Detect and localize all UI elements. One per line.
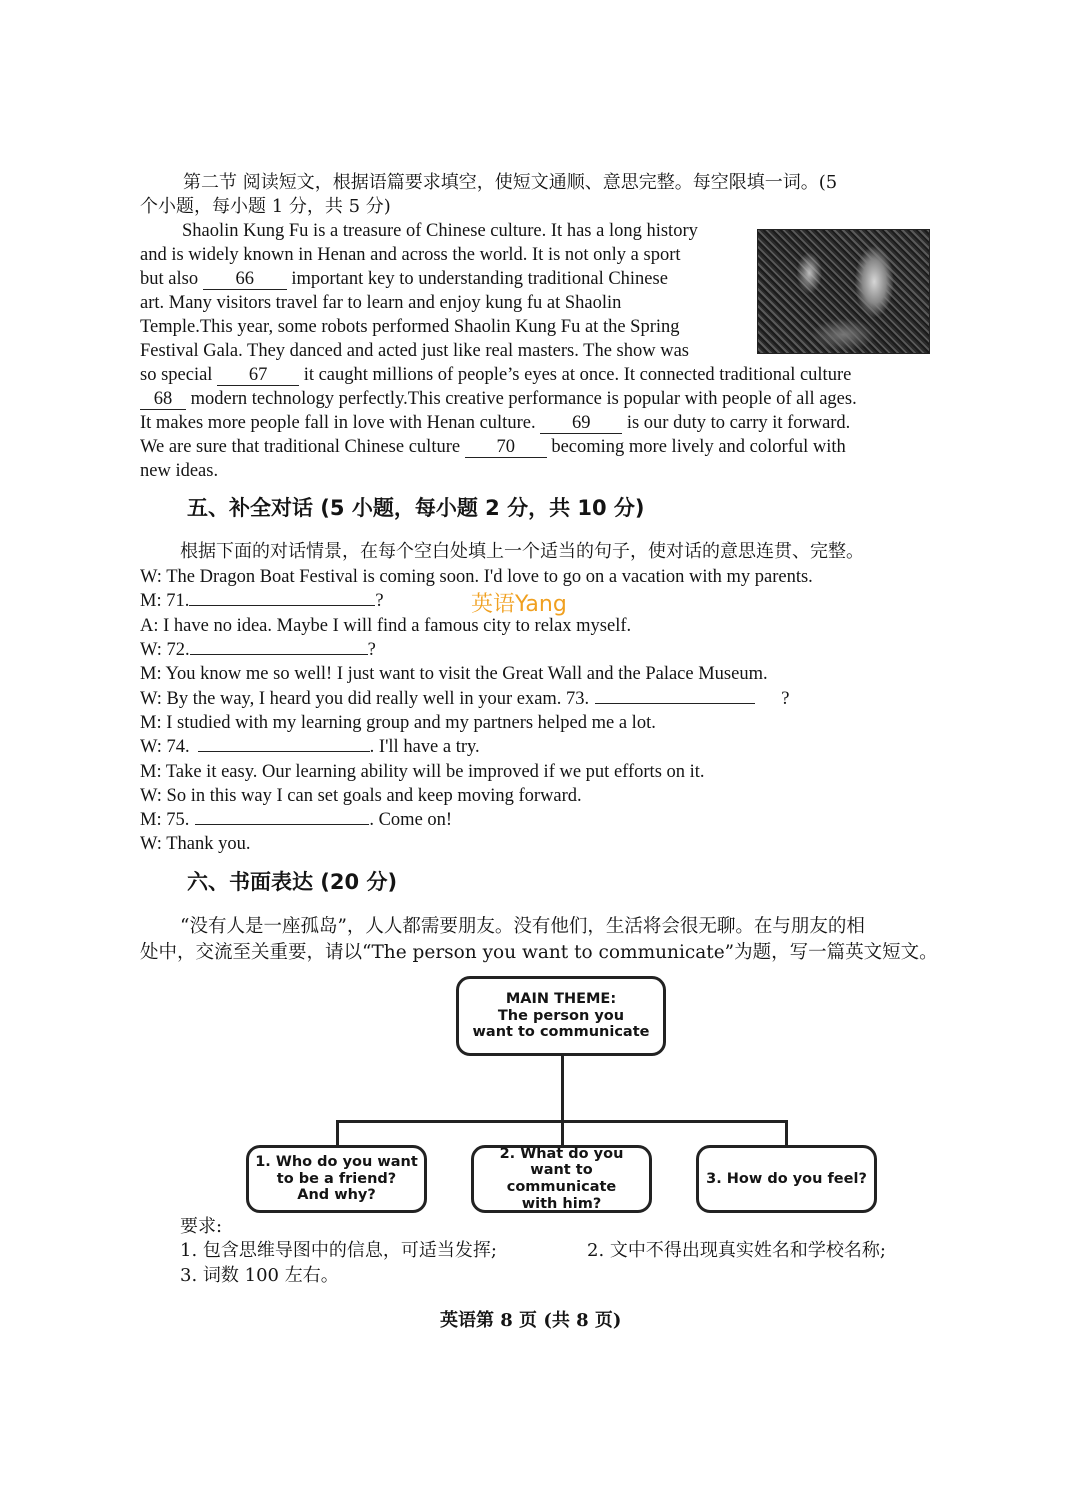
passage-line-10: We are sure that traditional Chinese culture 70 becoming more lively and colorful with [140, 437, 846, 457]
mindmap-connector-3 [785, 1120, 788, 1146]
watermark: 英语Yang [471, 592, 567, 617]
dialogue-line-12: W: Thank you. [140, 834, 251, 854]
dialogue-line-7: M: I studied with my learning group and my partners helped me a lot. [140, 713, 656, 733]
dialogue-line-11: M: 75. . Come on! [140, 810, 453, 830]
dialogue-line-2: M: 71. ? [140, 591, 384, 611]
dialogue-line-6: W: By the way, I heard you did really well in your exam. 73. ? [140, 689, 790, 709]
passage-line-1: Shaolin Kung Fu is a treasure of Chinese culture. It has a long history [182, 221, 698, 241]
passage-line-2: and is widely known in Henan and across the world. It is not only a sport [140, 245, 681, 265]
answer-blank-71[interactable] [189, 605, 375, 606]
requirement-2: 2. 文中不得出现真实姓名和学校名称; [587, 1240, 886, 1261]
mindmap-connector-2 [561, 1120, 564, 1146]
passage-line-6: Festival Gala. They danced and acted just like real masters. The show was [140, 341, 690, 361]
dialogue-line-3: A: I have no idea. Maybe I will find a famous city to relax myself. [140, 616, 632, 636]
requirement-1: 1. 包含思维导图中的信息，可适当发挥; [180, 1240, 497, 1261]
requirement-3: 3. 词数 100 左右。 [180, 1265, 339, 1286]
section6-title: 六、书面表达 (20 分) [187, 870, 398, 894]
blank-69[interactable]: 69 [540, 414, 622, 434]
blank-68[interactable]: 68 [140, 390, 186, 410]
passage-line-9: It makes more people fall in love with Henan culture. 69 is our duty to carry it forward. [140, 413, 851, 433]
blank-67[interactable]: 67 [217, 366, 299, 386]
answer-blank-72[interactable] [190, 654, 368, 655]
passage-line-3: but also 66 important key to understanding traditional Chinese [140, 269, 668, 289]
passage-line-5: Temple.This year, some robots performed Shaolin Kung Fu at the Spring [140, 317, 680, 337]
section-header-line1: 第二节 阅读短文，根据语篇要求填空，使短文通顺、意思完整。每空限填一词。(5 [183, 172, 838, 193]
writing-prompt-line2: 处中，交流至关重要，请以“The person you want to communicate”为题，写一篇英文短文。 [140, 942, 938, 963]
passage-line-4: art. Many visitors travel far to learn and enjoy kung fu at Shaolin [140, 293, 622, 313]
dialogue-line-4: W: 72. ? [140, 640, 376, 660]
dialogue-line-10: W: So in this way I can set goals and keep moving forward. [140, 786, 582, 806]
mindmap-branch-3: 3. How do you feel? [696, 1145, 877, 1213]
writing-prompt-line1: “没有人是一座孤岛”，人人都需要朋友。没有他们，生活将会很无聊。在与朋友的相 [180, 916, 865, 937]
mindmap-branch-1: 1. Who do you want to be a friend? And why? [246, 1145, 427, 1213]
passage-line-7: so special 67 it caught millions of people’s eyes at once. It connected traditional culture [140, 365, 852, 385]
section-header-line2: 个小题，每小题 1 分，共 5 分) [140, 196, 391, 217]
mindmap-main-theme: MAIN THEME: The person you want to communicate [456, 976, 666, 1056]
blank-70[interactable]: 70 [465, 438, 547, 458]
section5-title: 五、补全对话 (5 小题，每小题 2 分，共 10 分) [187, 496, 645, 520]
mindmap-branch-2: 2. What do you want to communicate with him? [471, 1145, 652, 1213]
passage-line-8: 68 modern technology perfectly.This creative performance is popular with people of all ages. [140, 390, 857, 410]
dialogue-line-8: W: 74. . I'll have a try. [140, 737, 480, 757]
section5-instruction: 根据下面的对话情景，在每个空白处填上一个适当的句子，使对话的意思连贯、完整。 [180, 541, 864, 562]
dialogue-line-9: M: Take it easy. Our learning ability will be improved if we put efforts on it. [140, 762, 705, 782]
kungfu-photo [757, 229, 930, 354]
answer-blank-73[interactable] [595, 703, 755, 704]
passage-line-11: new ideas. [140, 461, 219, 481]
page-footer: 英语第 8 页 (共 8 页) [440, 1310, 622, 1331]
blank-66[interactable]: 66 [203, 270, 287, 290]
requirements-label: 要求: [180, 1216, 223, 1237]
dialogue-line-1: W: The Dragon Boat Festival is coming soon. I'd love to go on a vacation with my parents. [140, 567, 813, 587]
mindmap-trunk-line [561, 1056, 564, 1122]
dialogue-line-5: M: You know me so well! I just want to visit the Great Wall and the Palace Museum. [140, 664, 768, 684]
answer-blank-74[interactable] [198, 751, 370, 752]
answer-blank-75[interactable] [195, 824, 369, 825]
mindmap-connector-1 [336, 1120, 339, 1146]
